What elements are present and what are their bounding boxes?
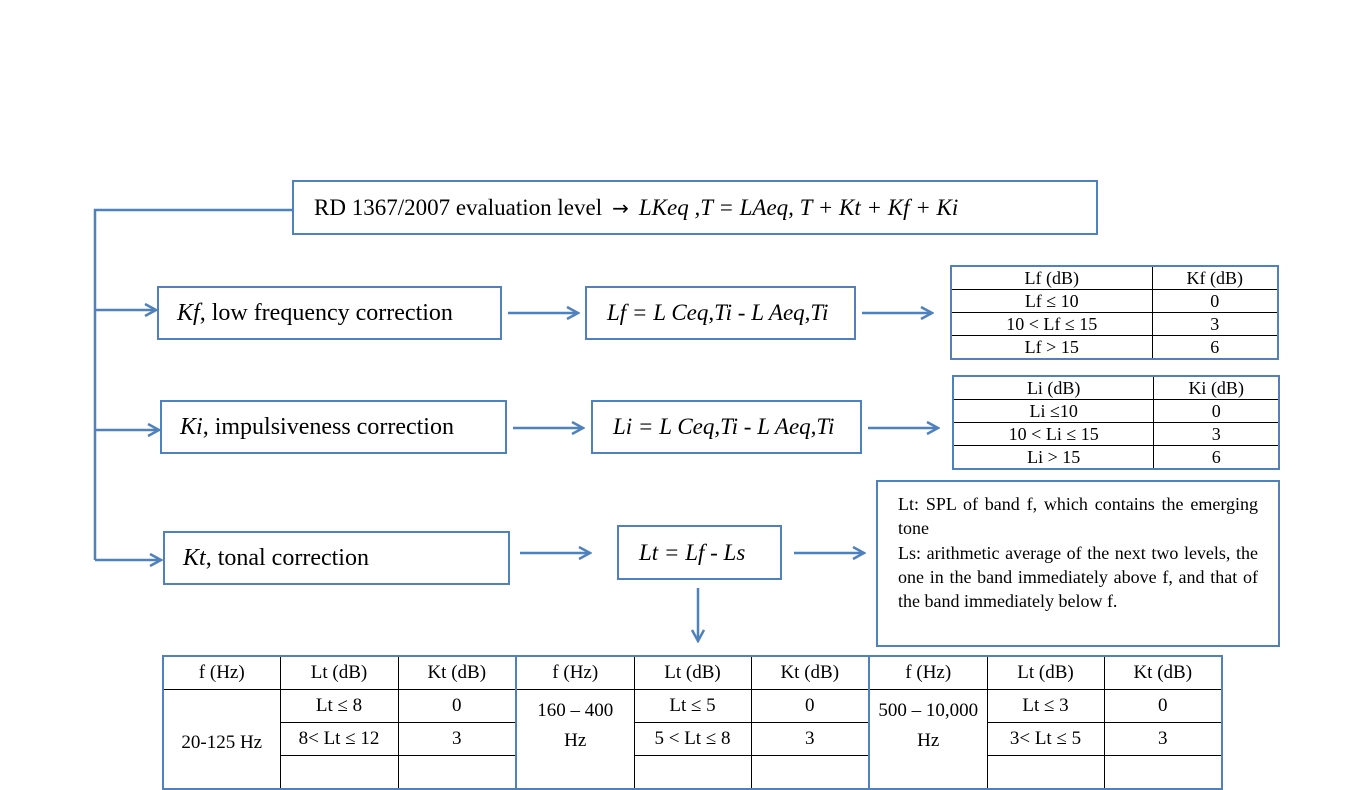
- table-cell: 3: [751, 723, 869, 756]
- table-cell: 3: [1104, 723, 1222, 756]
- table-cell: 8< Lt ≤ 12: [280, 723, 398, 756]
- lf-formula-box: [585, 286, 856, 340]
- kf-table-header: Kf (dB): [1152, 266, 1278, 290]
- ki-symbol: Ki: [180, 413, 203, 440]
- lt-formula-box: [617, 525, 782, 580]
- table-cell: 3< Lt ≤ 5: [987, 723, 1104, 756]
- tonal-header-lt: Lt (dB): [280, 656, 398, 690]
- table-cell: Li ≤10: [953, 400, 1154, 423]
- band-cell: 20-125 Hz: [163, 690, 280, 790]
- table-cell: 5 < Lt ≤ 8: [634, 723, 751, 756]
- table-cell: Li > 15: [953, 446, 1154, 470]
- table-cell: 6: [1154, 446, 1279, 470]
- kf-correction-box: Kf , low frequency correction: [157, 286, 502, 340]
- table-row: [953, 423, 1279, 446]
- kf-symbol: Kf: [177, 299, 200, 326]
- tonal-header-f: f (Hz): [869, 656, 987, 690]
- li-formula-box: [591, 400, 862, 454]
- table-cell: 0: [398, 690, 516, 723]
- li-formula: Li = L Ceq,Ti - L Aeq,Ti: [613, 414, 835, 439]
- band-cell: 500 – 10,000 Hz: [869, 690, 987, 790]
- tonal-header-lt: Lt (dB): [634, 656, 751, 690]
- table-cell: 3: [1154, 423, 1279, 446]
- table-row: [163, 756, 1222, 790]
- lt-definition: Lt: SPL of band f, which contains the emerging tone: [898, 494, 1258, 539]
- tonal-header-kt: Kt (dB): [1104, 656, 1222, 690]
- tonal-header-kt: Kt (dB): [398, 656, 516, 690]
- tonal-header-lt: Lt (dB): [987, 656, 1104, 690]
- tonal-table: [162, 655, 1223, 790]
- table-cell: Lf ≤ 10: [951, 290, 1152, 313]
- lf-formula: Lf = L Ceq,Ti - L Aeq,Ti: [607, 300, 829, 325]
- table-cell: 0: [1104, 690, 1222, 723]
- kt-symbol: Kt: [183, 544, 206, 571]
- tonal-definition-note: [876, 480, 1280, 647]
- kt-label: tonal correction: [217, 544, 369, 571]
- kt-correction-box: Kt , tonal correction: [163, 531, 510, 585]
- main-branch-line: [95, 210, 292, 560]
- title-arrow: →: [612, 195, 629, 220]
- tonal-header-kt: Kt (dB): [751, 656, 869, 690]
- table-row: [951, 313, 1278, 336]
- table-row: [953, 446, 1279, 470]
- table-cell: 3: [1152, 313, 1278, 336]
- table-cell: 3: [398, 723, 516, 756]
- table-cell: 0: [1152, 290, 1278, 313]
- lt-formula: Lt = Lf - Ls: [639, 539, 746, 565]
- ki-table-header: Li (dB): [953, 376, 1154, 400]
- evaluation-level-box: [292, 180, 1098, 235]
- title-formula: LKeq ,T = LAeq, T + Kt + Kf + Ki: [638, 194, 959, 220]
- table-cell: Lt ≤ 8: [280, 690, 398, 723]
- kf-label: low frequency correction: [211, 299, 453, 326]
- table-cell: 10 < Li ≤ 15: [953, 423, 1154, 446]
- table-cell: 0: [751, 690, 869, 723]
- tonal-header-f: f (Hz): [163, 656, 280, 690]
- ki-table: [952, 375, 1280, 470]
- band-cell: 160 – 400 Hz: [516, 690, 634, 790]
- ls-definition: Ls: arithmetic average of the next two levels, the one in the band immediately above f, and that of the band immediately below f.: [898, 542, 1258, 612]
- ki-correction-box: Ki , impulsiveness correction: [160, 400, 507, 454]
- ki-label: impulsiveness correction: [214, 413, 454, 440]
- table-row: [953, 400, 1279, 423]
- tonal-header-f: f (Hz): [516, 656, 634, 690]
- title-prefix: RD 1367/2007 evaluation level: [314, 194, 603, 220]
- table-row: [951, 290, 1278, 313]
- table-cell: 6: [1152, 336, 1278, 360]
- table-cell: Lt ≤ 3: [987, 690, 1104, 723]
- ki-table-header: Ki (dB): [1154, 376, 1279, 400]
- table-cell: Lf > 15: [951, 336, 1152, 360]
- table-cell: 10 < Lf ≤ 15: [951, 313, 1152, 336]
- kf-table-header: Lf (dB): [951, 266, 1152, 290]
- table-row: [951, 336, 1278, 360]
- table-row: [163, 723, 1222, 756]
- table-cell: Lt ≤ 5: [634, 690, 751, 723]
- table-cell: 0: [1154, 400, 1279, 423]
- kf-table: [950, 265, 1279, 360]
- table-row: [163, 690, 1222, 723]
